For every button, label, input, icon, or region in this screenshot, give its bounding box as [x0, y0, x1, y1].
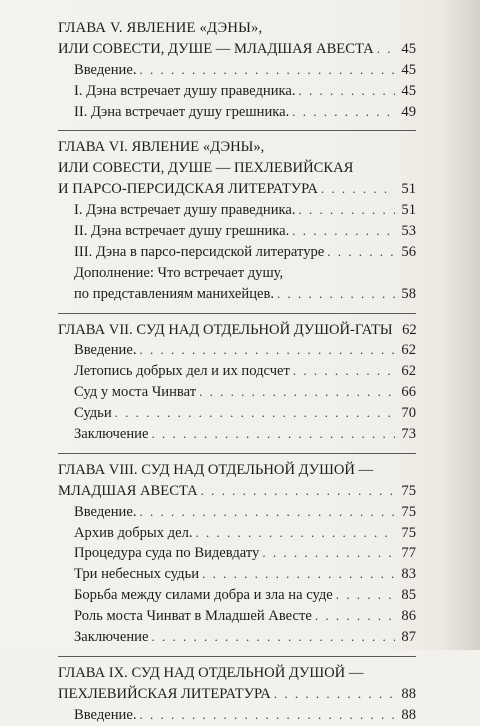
addendum-title-cont: по представлениям манихейцев. — [74, 285, 275, 302]
chapter-5-subheading: ИЛИ СОВЕСТИ, ДУШЕ — МЛАДШАЯ АВЕСТА — [58, 40, 374, 57]
entry-title: Введение. — [74, 503, 137, 520]
entry-title: I. Дэна встречает душу праведника. — [74, 202, 296, 219]
entry-title: Роль моста Чинват в Младшей Авесте — [74, 608, 312, 625]
entry-title: I. Дэна встречает душу праведника. — [74, 82, 296, 99]
chapter-6-section — [58, 137, 416, 304]
page-number: 56 — [401, 243, 416, 260]
page-number: 75 — [401, 503, 416, 520]
entry-title: Заключение — [74, 426, 149, 443]
toc-entry — [58, 81, 416, 102]
chapter-divider — [58, 313, 416, 314]
entry-title: III. Дэна в парсо-персидской литературе — [74, 243, 325, 260]
entry-title: Борьба между силами добра и зла на суде — [74, 587, 333, 604]
toc-entry — [58, 502, 416, 523]
leader-dots — [274, 684, 395, 705]
chapter-5-heading-line-1 — [58, 18, 416, 39]
leader-dots — [336, 585, 395, 606]
toc-entry — [58, 340, 416, 361]
leader-dots — [377, 39, 395, 60]
entry-title: II. Дэна встречает душу грешника. — [74, 103, 290, 120]
leader-dots — [139, 60, 395, 81]
page-number: 75 — [401, 524, 416, 541]
chapter-9-section — [58, 663, 416, 726]
chapter-6-heading-line-1 — [58, 137, 416, 158]
entry-title: Три небесных судьи — [74, 566, 200, 583]
page-edge-shadow — [440, 0, 480, 650]
entry-title: Летопись добрых дел и их подсчет — [74, 363, 290, 380]
toc-entry — [58, 606, 416, 627]
toc-entry — [58, 705, 416, 726]
leader-dots — [139, 502, 395, 523]
chapter-7-section — [58, 320, 416, 445]
chapter-divider — [58, 453, 416, 454]
chapter-6-subheading-cont: И ПАРСО-ПЕРСИДСКАЯ ЛИТЕРАТУРА — [58, 181, 318, 198]
toc-entry — [58, 585, 416, 606]
toc-entry — [58, 102, 416, 123]
leader-dots — [277, 284, 395, 305]
page-number: 75 — [401, 482, 416, 499]
leader-dots — [151, 424, 395, 445]
page-number: 88 — [401, 685, 416, 702]
page-number: 45 — [401, 40, 416, 57]
page-number: 53 — [401, 223, 416, 240]
leader-dots — [201, 481, 395, 502]
page-number: 58 — [401, 285, 416, 302]
leader-dots — [199, 382, 395, 403]
chapter-9-heading-line-1 — [58, 663, 416, 684]
page-number: 51 — [401, 202, 416, 219]
chapter-8-heading-line-1 — [58, 460, 416, 481]
leader-dots — [321, 179, 395, 200]
page-number: 62 — [401, 363, 416, 380]
leader-dots — [299, 200, 396, 221]
leader-dots — [315, 606, 395, 627]
chapter-6-heading: ГЛАВА VI. ЯВЛЕНИЕ «ДЭНЫ», — [58, 139, 265, 156]
toc-entry — [58, 403, 416, 424]
page-number: 73 — [401, 426, 416, 443]
toc-entry — [58, 564, 416, 585]
leader-dots — [139, 705, 395, 726]
leader-dots — [292, 221, 395, 242]
chapter-8-heading: ГЛАВА VIII. СУД НАД ОТДЕЛЬНОЙ ДУШОЙ — — [58, 461, 374, 478]
toc-entry — [58, 60, 416, 81]
toc-entry — [58, 242, 416, 263]
chapter-7-heading-line-1 — [58, 320, 416, 341]
leader-dots — [151, 627, 395, 648]
page-number: 62 — [401, 342, 416, 359]
entry-title: Введение. — [74, 342, 137, 359]
addendum-title: Дополнение: Что встречает душу, — [74, 264, 284, 281]
leader-dots — [262, 543, 395, 564]
entry-title: II. Дэна встречает душу грешника. — [74, 223, 290, 240]
toc-entry — [58, 200, 416, 221]
chapter-5-heading-line-2 — [58, 39, 416, 60]
page-number: 49 — [401, 103, 416, 120]
page-number: 45 — [401, 61, 416, 78]
chapter-5-section — [58, 18, 416, 122]
chapter-6-heading-line-2 — [58, 158, 416, 179]
leader-dots — [202, 564, 395, 585]
leader-dots — [196, 523, 395, 544]
chapter-6-heading-line-3 — [58, 179, 416, 200]
page-number: 51 — [401, 181, 416, 198]
leader-dots — [139, 340, 395, 361]
entry-title: Введение. — [74, 61, 137, 78]
page-number: 66 — [401, 384, 416, 401]
chapter-8-subheading: МЛАДШАЯ АВЕСТА — [58, 482, 198, 499]
toc-entry — [58, 361, 416, 382]
chapter-divider — [58, 656, 416, 657]
entry-title: Процедура суда по Видевдату — [74, 545, 260, 562]
entry-title: Архив добрых дел. — [74, 524, 193, 541]
leader-dots — [299, 81, 396, 102]
entry-title: Заключение — [74, 629, 149, 646]
chapter-9-heading-line-2 — [58, 684, 416, 705]
toc-addendum-line-2 — [58, 284, 416, 305]
chapter-8-section — [58, 460, 416, 648]
toc-entry — [58, 424, 416, 445]
page-number: 85 — [401, 587, 416, 604]
chapter-6-subheading: ИЛИ СОВЕСТИ, ДУШЕ — ПЕХЛЕВИЙСКАЯ — [58, 160, 354, 177]
page-number: 83 — [401, 566, 416, 583]
page-number: 87 — [401, 629, 416, 646]
table-of-contents — [58, 18, 416, 726]
page-number: 62 — [402, 321, 417, 338]
chapter-8-heading-line-2 — [58, 481, 416, 502]
page-number: 70 — [401, 405, 416, 422]
chapter-9-subheading: ПЕХЛЕВИЙСКАЯ ЛИТЕРАТУРА — [58, 685, 271, 702]
page-number: 88 — [401, 706, 416, 723]
toc-entry — [58, 543, 416, 564]
chapter-5-heading: ГЛАВА V. ЯВЛЕНИЕ «ДЭНЫ», — [58, 20, 263, 36]
toc-entry — [58, 382, 416, 403]
leader-dots — [327, 242, 395, 263]
chapter-7-heading: ГЛАВА VII. СУД НАД ОТДЕЛЬНОЙ ДУШОЙ-ГАТЫ — [58, 321, 393, 338]
toc-entry — [58, 221, 416, 242]
page-number: 86 — [401, 608, 416, 625]
leader-dots — [292, 102, 395, 123]
page-number: 77 — [401, 545, 416, 562]
entry-title: Судьи — [74, 405, 112, 422]
toc-entry — [58, 627, 416, 648]
leader-dots — [115, 403, 395, 424]
entry-title: Введение. — [74, 706, 137, 723]
toc-entry — [58, 523, 416, 544]
toc-addendum-line-1 — [58, 263, 416, 284]
entry-title: Суд у моста Чинват — [74, 384, 197, 401]
chapter-9-heading: ГЛАВА IX. СУД НАД ОТДЕЛЬНОЙ ДУШОЙ — — [58, 664, 364, 681]
leader-dots — [293, 361, 395, 382]
page-number: 45 — [401, 82, 416, 99]
chapter-divider — [58, 130, 416, 131]
